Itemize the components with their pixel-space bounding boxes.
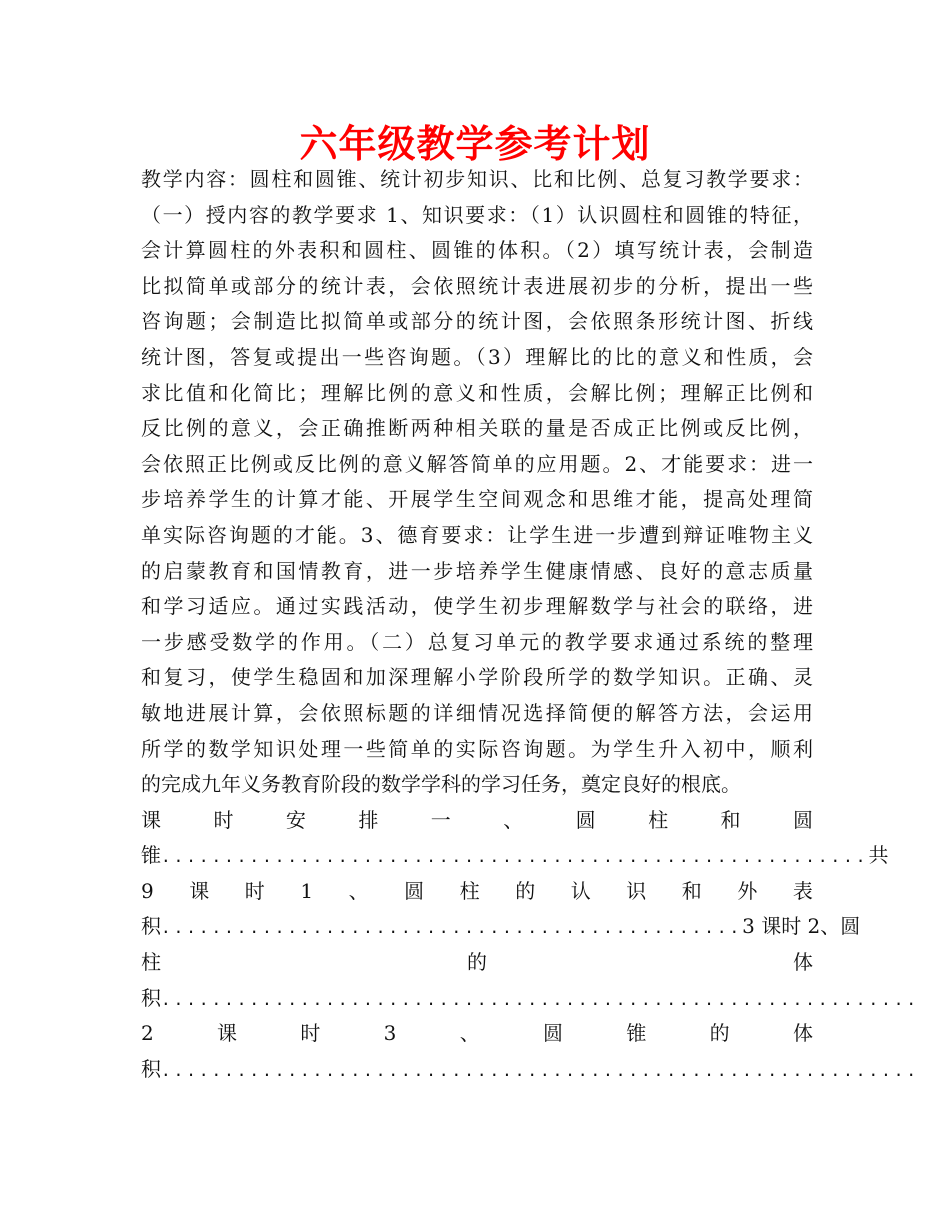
toc-label: 积 <box>141 914 161 939</box>
schedule-word: 的 <box>515 878 536 903</box>
paragraph-line: 反比例的意义，会正确推断两种相关联的量是否成正比例或反比例， <box>141 416 813 441</box>
schedule-row-toc <box>141 838 889 874</box>
paragraph-line: 敏地进展计算，会依照标题的详细情况选择简便的解答方法，会运用 <box>141 700 813 725</box>
paragraph-line: 比拟简单或部分的统计表，会依照统计表进展初步的分析，提出一些 <box>141 273 813 298</box>
paragraph-line: 单实际咨询题的才能。3、德育要求：让学生进一步遭到辩证唯物主义 <box>141 522 813 547</box>
schedule-word: 课 <box>189 878 210 903</box>
schedule-word: 和 <box>681 878 702 903</box>
schedule-word: 、 <box>459 1021 480 1046</box>
paragraph-line: 教学内容：圆柱和圆锥、统计初步知识、比和比例、总复习教学要求： <box>141 167 813 191</box>
paragraph-line: 和复习，使学生稳固和加深理解小学阶段所学的数学知识。正确、灵 <box>141 665 813 690</box>
toc-leader-dots: ........................................................ <box>161 847 869 867</box>
schedule-word: 外 <box>737 878 758 903</box>
paragraph-line: 所学的数学知识处理一些简单的实际咨询题。为学生升入初中，顺利 <box>141 736 813 761</box>
schedule-word: 课 <box>141 807 161 832</box>
schedule-word: 体 <box>792 1021 813 1046</box>
schedule-word: 体 <box>793 950 813 975</box>
schedule-row-toc <box>141 981 919 1017</box>
schedule-word: 锥 <box>626 1021 647 1046</box>
schedule-word: 圆 <box>792 807 813 832</box>
schedule-word: 柱 <box>459 878 480 903</box>
paragraph-line: 会依照正比例或反比例的意义解答简单的应用题。2、才能要求：进一 <box>141 451 813 476</box>
schedule-word: 9 <box>141 878 154 903</box>
schedule-row-toc <box>141 1052 919 1088</box>
toc-label: 积 <box>141 1056 161 1081</box>
toc-leader-dots: ............................................................ <box>161 1060 919 1080</box>
toc-label: 锥 <box>141 843 161 868</box>
schedule-row-heading <box>141 803 813 839</box>
paragraph-line: 步培养学生的计算才能、开展学生空间观念和思维才能，提高处理简 <box>141 487 813 512</box>
schedule-word: 一 <box>430 807 451 832</box>
paragraph-line: 求比值和化简比；理解比例的意义和性质，会解比例；理解正比例和 <box>141 380 813 405</box>
schedule-word: 、 <box>503 807 524 832</box>
schedule-word: 时 <box>213 807 234 832</box>
schedule-word: 圆 <box>543 1021 564 1046</box>
schedule-word: 、 <box>348 878 369 903</box>
document-title: 六年级教学参考计划 <box>299 122 651 166</box>
document-body <box>141 162 919 1087</box>
schedule-word: 识 <box>626 878 647 903</box>
toc-label: 积 <box>141 985 161 1010</box>
schedule-word: 2 <box>141 1021 154 1046</box>
paragraph-line: 一步感受数学的作用。（二）总复习单元的教学要求通过系统的整理 <box>141 629 813 654</box>
toc-suffix: 3 课时 2、圆 <box>742 914 861 939</box>
paragraph-line: 会计算圆柱的外表积和圆柱、圆锥的体积。（2）填写统计表，会制造 <box>141 238 813 263</box>
schedule-word: 柱 <box>141 950 161 975</box>
toc-leader-dots: ............................................................ <box>161 989 919 1009</box>
schedule-word: 1 <box>300 878 314 903</box>
schedule-row-heading <box>141 1016 813 1052</box>
schedule-word: 表 <box>792 878 813 903</box>
paragraph-line: 和学习适应。通过实践活动，使学生初步理解数学与社会的联络，进 <box>141 594 813 619</box>
paragraph-line: 的启蒙教育和国情教育，进一步培养学生健康情感、良好的意志质量 <box>141 558 813 583</box>
schedule-word: 圆 <box>575 807 596 832</box>
schedule-row-toc <box>141 909 861 945</box>
schedule-word: 认 <box>570 878 591 903</box>
schedule-row-heading <box>141 874 813 910</box>
schedule-word: 时 <box>300 1021 321 1046</box>
paragraph-line: 统计图，答复或提出一些咨询题。（3）理解比的比的意义和性质，会 <box>141 344 813 369</box>
paragraph-last-line: 的完成九年义务教育阶段的数学学科的学习任务，奠定良好的根底。 <box>141 772 741 797</box>
paragraph-line: 咨询题；会制造比拟简单或部分的统计图，会依照条形统计图、折线 <box>141 309 813 334</box>
schedule-word: 安 <box>285 807 306 832</box>
schedule-word: 柱 <box>648 807 669 832</box>
schedule-word: 的 <box>467 950 487 975</box>
schedule-word: 排 <box>358 807 379 832</box>
schedule-word: 圆 <box>404 878 425 903</box>
schedule-word: 和 <box>720 807 741 832</box>
schedule-word: 的 <box>709 1021 730 1046</box>
schedule-row-heading <box>141 945 813 981</box>
schedule-word: 3 <box>383 1021 397 1046</box>
schedule-word: 课 <box>217 1021 238 1046</box>
paragraph-line: （一）授内容的教学要求 1、知识要求：（1）认识圆柱和圆锥的特征， <box>141 202 813 227</box>
toc-leader-dots: .............................................. <box>161 918 743 938</box>
schedule-word: 时 <box>244 878 265 903</box>
toc-suffix: 共 <box>868 843 889 868</box>
